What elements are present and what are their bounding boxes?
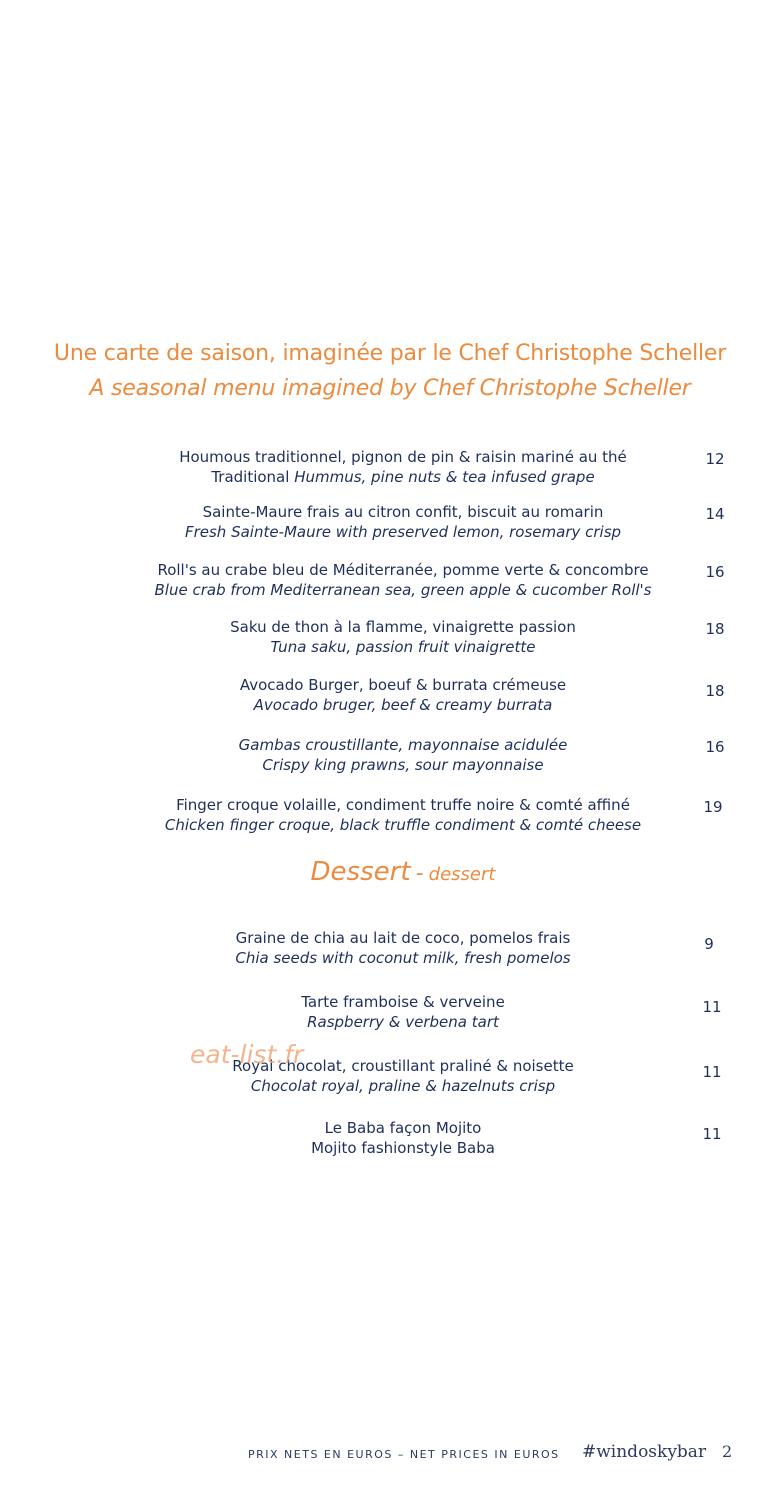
item-name-en: Chia seeds with coconut milk, fresh pomelos bbox=[235, 949, 571, 967]
menu-item bbox=[0, 447, 780, 491]
item-price: 18 bbox=[705, 620, 725, 638]
item-name-fr: Royal chocolat, croustillant praliné & noisette bbox=[232, 1057, 574, 1075]
item-name-fr: Graine de chia au lait de coco, pomelos frais bbox=[235, 929, 571, 947]
item-name-en: Blue crab from Mediterranean sea, green apple & cucomber Roll's bbox=[154, 581, 652, 599]
item-price: 12 bbox=[705, 450, 725, 468]
dessert-item bbox=[0, 992, 780, 1036]
item-price: 11 bbox=[702, 1125, 722, 1143]
item-price: 9 bbox=[704, 935, 714, 953]
menu-item bbox=[0, 617, 780, 661]
menu-item bbox=[0, 560, 780, 604]
item-name-fr: Avocado Burger, boeuf & burrata crémeuse bbox=[239, 676, 567, 694]
item-price: 16 bbox=[705, 738, 725, 756]
footer-hashtag: #windoskybar bbox=[582, 1442, 707, 1462]
item-name-fr: Saku de thon à la flamme, vinaigrette passion bbox=[230, 618, 576, 636]
item-name-en: Tuna saku, passion fruit vinaigrette bbox=[270, 638, 536, 656]
item-price: 18 bbox=[705, 682, 725, 700]
dessert-item bbox=[0, 1056, 780, 1100]
title-en: A seasonal menu imagined by Chef Christophe Scheller bbox=[89, 376, 691, 401]
menu-item bbox=[0, 795, 780, 839]
item-price: 14 bbox=[705, 505, 725, 523]
menu-item bbox=[0, 502, 780, 546]
item-name-en: Raspberry & verbena tart bbox=[307, 1013, 499, 1031]
item-price: 19 bbox=[703, 798, 723, 816]
item-name-en bbox=[0, 467, 780, 487]
watermark: eat-list.fr bbox=[190, 1040, 304, 1069]
item-name-en: Chicken finger croque, black truffle condiment & comté cheese bbox=[164, 816, 642, 834]
item-name-en-italic: Hummus, pine nuts & tea infused grape bbox=[294, 468, 595, 486]
title-fr: Une carte de saison, imaginée par le Chef Christophe Scheller bbox=[53, 341, 727, 366]
item-name-fr: Finger croque volaille, condiment truffe noire & comté affiné bbox=[176, 796, 630, 814]
dessert-heading-main: Dessert bbox=[310, 857, 411, 887]
menu-item bbox=[0, 675, 780, 719]
item-name-en: Fresh Sainte-Maure with preserved lemon, rosemary crisp bbox=[184, 523, 622, 541]
item-price: 16 bbox=[705, 563, 725, 581]
item-price: 11 bbox=[702, 1063, 722, 1081]
item-name-en: Chocolat royal, praline & hazelnuts crisp bbox=[250, 1077, 556, 1095]
dessert-heading-sub: dessert bbox=[428, 864, 496, 885]
item-name-fr: Houmous traditionnel, pignon de pin & raisin mariné au thé bbox=[179, 448, 627, 466]
item-name-fr: Le Baba façon Mojito bbox=[324, 1119, 482, 1137]
dessert-heading-separator: - bbox=[415, 861, 424, 886]
dessert-item bbox=[0, 1118, 780, 1162]
item-price: 11 bbox=[702, 998, 722, 1016]
item-name-fr: Tarte framboise & verveine bbox=[301, 993, 505, 1011]
footer-prices-note: PRIX NETS EN EUROS – NET PRICES IN EUROS bbox=[248, 1448, 560, 1461]
item-name-fr: Sainte-Maure frais au citron confit, biscuit au romarin bbox=[202, 503, 604, 521]
item-name-en: Avocado bruger, beef & creamy burrata bbox=[253, 696, 553, 714]
dessert-heading bbox=[0, 857, 780, 887]
item-name-en: Crispy king prawns, sour mayonnaise bbox=[262, 756, 544, 774]
page-number: 2 bbox=[722, 1442, 733, 1461]
dessert-item bbox=[0, 928, 780, 972]
item-name-en: Mojito fashionstyle Baba bbox=[311, 1139, 495, 1157]
menu-item bbox=[0, 735, 780, 779]
item-name-en-plain: Traditional bbox=[211, 468, 295, 486]
item-name-fr: Roll's au crabe bleu de Méditerranée, pomme verte & concombre bbox=[157, 561, 649, 579]
item-name-fr: Gambas croustillante, mayonnaise acidulée bbox=[238, 736, 568, 754]
